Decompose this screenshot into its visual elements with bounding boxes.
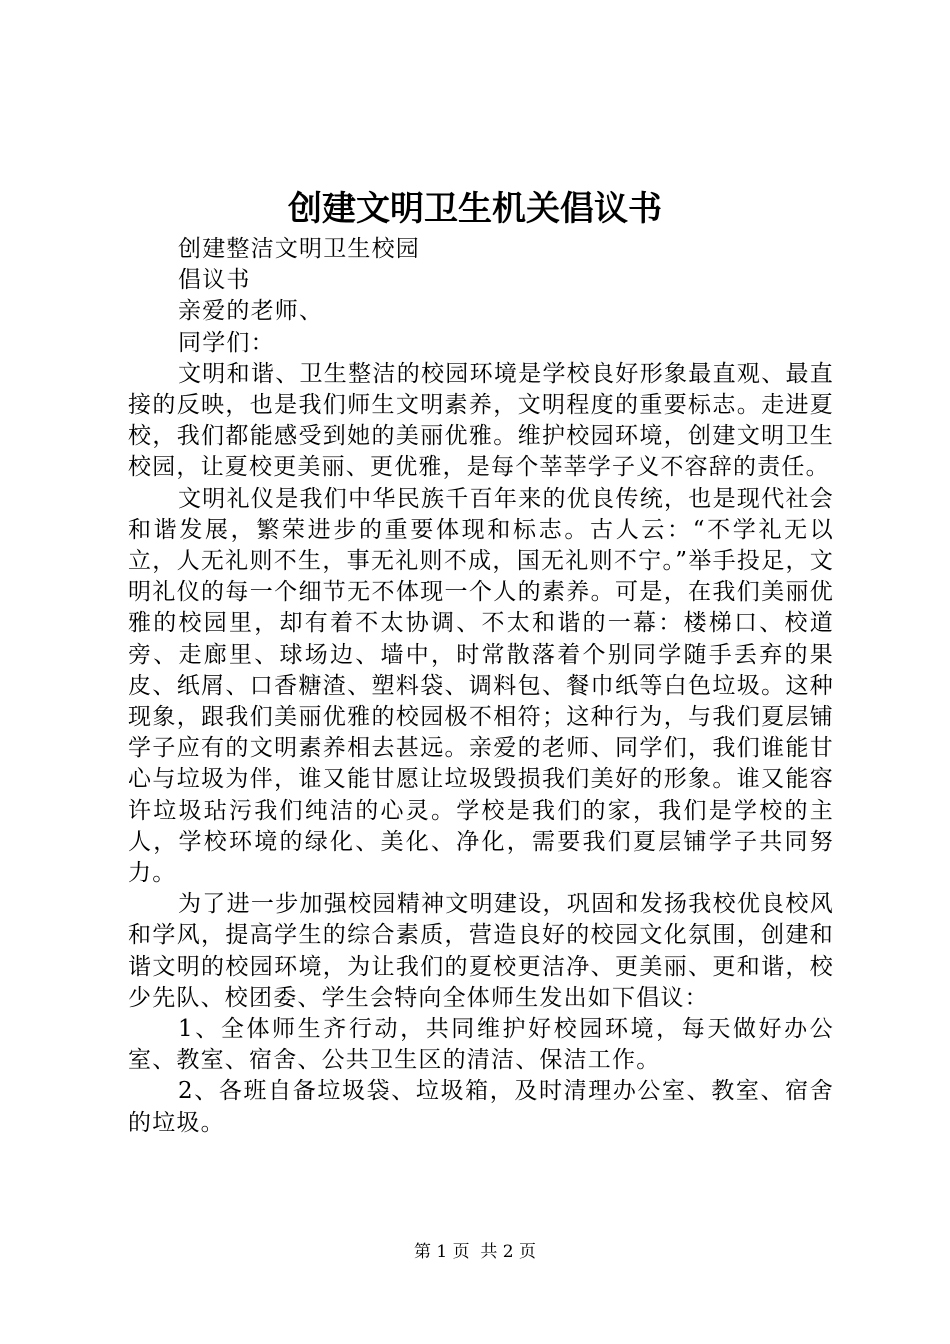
- paragraph-1: 文明和谐、卫生整洁的校园环境是学校良好形象最直观、最直接的反映，也是我们师生文明素养，文明程度的重要标志。走进夏校，我们都能感受到她的美丽优雅。维护校园环境，创建文明卫生校园，让夏校更美丽、更优雅，是每个莘莘学子义不容辞的责任。: [128, 360, 834, 481]
- page-number-label: 第 1 页 共 2 页: [413, 1242, 537, 1262]
- paragraph-2: 文明礼仪是我们中华民族千百年来的优良传统，也是现代社会和谐发展，繁荣进步的重要体现和标志。古人云：“不学礼无以立，人无礼则不生，事无礼则不成，国无礼则不宁。”举手投足，文明礼仪的每一个细节无不体现一个人的素养。可是，在我们美丽优雅的校园里，却有着不太协调、不太和谐的一幕：楼梯口、校道旁、走廊里、球场边、墙中，时常散落着个别同学随手丢弃的果皮、纸屑、口香糖渣、塑料袋、调料包、餐巾纸等白色垃圾。这种现象，跟我们美丽优雅的校园极不相符；这种行为，与我们夏层铺学子应有的文明素养相去甚远。亲爱的老师、同学们，我们谁能甘心与垃圾为伴，谁又能甘愿让垃圾毁损我们美好的形象。谁又能容许垃圾玷污我们纯洁的心灵。学校是我们的家，我们是学校的主人，学校环境的绿化、美化、净化，需要我们夏层铺学子共同努力。: [128, 485, 834, 887]
- proposal-item-1: 1、全体师生齐行动，共同维护好校园环境，每天做好办公室、教室、宿舍、公共卫生区的清洁、保洁工作。: [128, 1016, 834, 1074]
- greeting-line-1: 亲爱的老师、: [178, 298, 324, 325]
- paragraph-3: 为了进一步加强校园精神文明建设，巩固和发扬我校优良校风和学风，提高学生的综合素质，营造良好的校园文化氛围，创建和谐文明的校园环境，为让我们的夏校更洁净、更美丽、更和谐，校少先队、校团委、学生会特向全体师生发出如下倡议：: [128, 891, 834, 1011]
- greeting-line-2: 同学们：: [178, 329, 275, 356]
- heading: 倡议书: [178, 267, 251, 294]
- document-title: 创建文明卫生机关倡议书: [288, 189, 662, 229]
- proposal-item-2: 2、各班自备垃圾袋、垃圾箱，及时清理办公室、教室、宿舍的垃圾。: [128, 1078, 834, 1136]
- page-footer: [0, 1240, 950, 1264]
- subtitle: 创建整洁文明卫生校园: [178, 236, 420, 262]
- document-body: [128, 234, 834, 1139]
